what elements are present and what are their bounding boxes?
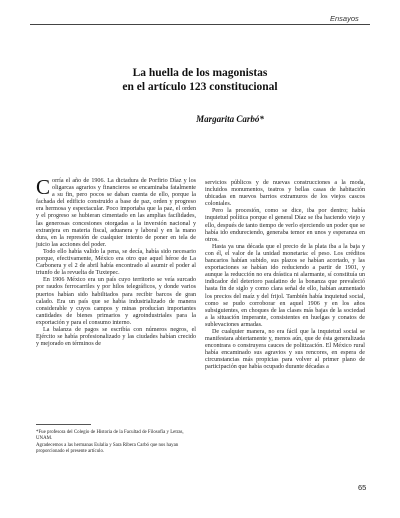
paragraph: servicios públicos y de nuevas construcciones a la moda, incluidos monumentos, teatros y bellas casas de habitación ubicadas en nuevos barrios extramuros de los viejos cascos coloniales. xyxy=(205,180,365,208)
paragraph: La balanza de pagos se escribía con números negros, el Ejército se había profesionalizado y las ciudades habían crecido y mejorado en términos de xyxy=(36,326,196,348)
title-line-2: en el artículo 123 constitucional xyxy=(122,81,278,93)
footnote: *Fue profesora del Colegio de Historia de la Facultad de Filosofía y Letras, UNAM. xyxy=(36,430,184,441)
page-number: 65 xyxy=(358,483,367,492)
section-tag: Ensayos xyxy=(330,14,359,23)
paragraph: Todo ello había valido la pena, se decía, había sido necesario porque, efectivamente, México era otro que aquel héroe de La Carbonera y el 2 de abril había encontrado al asumir el poder al triunfo de la revuelta de Tuxtepec. xyxy=(36,248,196,277)
left-column xyxy=(36,175,196,348)
article-title xyxy=(40,66,360,94)
paragraph: En 1906 México era un país cuyo territorio se veía surcado por raudos ferrocarriles y por hilos telegráficos, y donde varios puertos habían sido habilitados para recibir barcos de gran calado. Era un país que se había industrializado de manera considerable y cuyos campos y minas producían importantes cantidades de bienes primarios y agroindustriales para la exportación y para el consumo interno. xyxy=(36,277,196,326)
paragraph xyxy=(36,175,196,249)
article-author: Margarita Carbó* xyxy=(196,114,264,124)
footnotes xyxy=(36,430,196,456)
footnote: Agradecemos a las hermanas Eulalia y Sara Ribera Carbó que nos hayan proporcionado el presente artículo. xyxy=(36,443,179,454)
footnote-rule xyxy=(36,424,91,425)
paragraph: De cualquier manera, no era fácil que la inquietud social se manifestara abiertamente y, menos aún, que de ésta generalizada encontrara o construyera cauces de politización. El México rural había encaminado sus agravios y sus rencores, en espera de circunstancias más propicias para volver al primer plano de participación que había ocupado durante décadas a xyxy=(205,328,365,371)
header-rule xyxy=(30,24,370,25)
paragraph: Hasta ya una década que el precio de la plata iba a la baja y con él, el valor de la unidad monetaria: el peso. Los créditos bancarios habían subido, sus plazos se habían acortado, y las exportaciones se habían ido reduciendo a partir de 1901, y aunque la reducción no era drástica ni alarmante, sí constituía un indicador del deterioro paulatino de la bonanza que prevaleció hasta fin de siglo y como clara señal de ello, habían aumentado los precios del maíz y del frijol. También había inquietud social, como se pudo corroborar en aquel 1906 y en los años subsiguientes, en choques de las clases más bajas de la sociedad a la situación imperante, consistentes en huelgas y conatos de sublevaciones armadas. xyxy=(205,243,365,328)
paragraph-text: orría el año de 1906. La dictadura de Porfirio Díaz y los oligarcas agrarios y financieros se encaminaba fatalmente a su fin, pero pocos se daban cuenta de ello, porque la fachada del edificio construido a base de paz, orden y progreso era hermosa y espectacular. Poco importaba que la paz, el orden y el progreso se hubieran cimentado en las amplias facilidades, las generosas concesiones otorgadas a la inversión nacional y extranjera en materia fiscal, aduanera y laboral y en la mano dura, en la represión de cualquier intento de poner en tela de juicio las acciones del poder. xyxy=(36,178,196,248)
right-column xyxy=(205,180,365,372)
title-line-1: La huella de los magonistas xyxy=(132,67,268,79)
paragraph: Pero la procesión, como se dice, iba por dentro; había inquietud política porque el general Díaz se iba haciendo viejo y ello, después de tanto tiempo de verlo ejerciendo un poder que se había ido endureciendo, generaba temor en unos y esperanza en otros. xyxy=(205,208,365,243)
drop-cap: C xyxy=(36,175,51,199)
